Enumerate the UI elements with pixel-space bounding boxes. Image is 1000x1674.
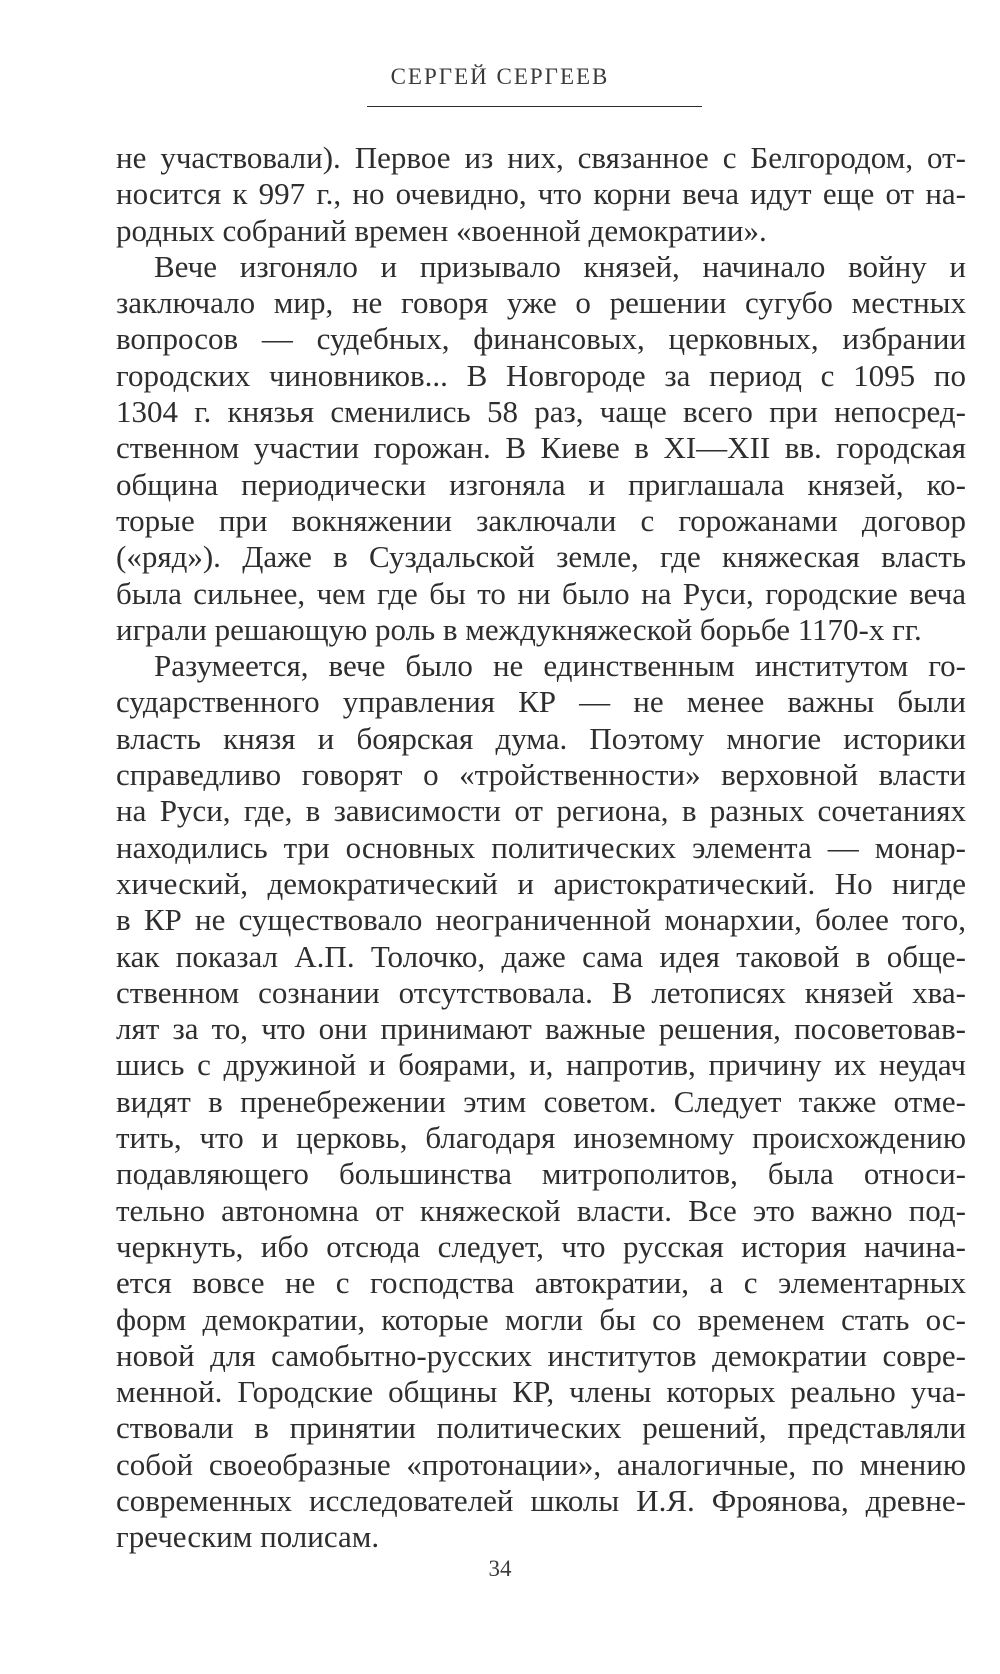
text-line: власть князя и боярская дума. Поэтому многие историки — [116, 720, 966, 756]
text-line: на Руси, где, в зависимости от региона, в разных сочетаниях — [116, 793, 966, 829]
text-line: заключало мир, не говоря уже о решении сугубо местных — [116, 285, 966, 321]
text-line: не участвовали). Первое из них, связанное с Белгородом, от- — [116, 140, 966, 175]
text-line: подавляющего большинства митрополитов, была относи- — [116, 1156, 966, 1192]
text-line: как показал А.П. Толочко, даже сама идея таковой в обще- — [116, 938, 966, 974]
text-line: форм демократии, которые могли бы со временем стать ос- — [116, 1301, 966, 1337]
text-line: торые при вокняжении заключали с горожанами договор — [116, 502, 966, 538]
text-line: лят за то, что они принимают важные решения, посоветовав- — [116, 1011, 966, 1047]
text-line: хический, демократический и аристократический. Но нигде — [116, 865, 966, 901]
text-line: в КР не существовало неограниченной монархии, более того, — [116, 902, 966, 938]
text-line: тить, что и церковь, благодаря иноземному происхождению — [116, 1120, 966, 1156]
text-line: была сильнее, чем где бы то ни было на Руси, городские веча — [116, 575, 966, 611]
text-line: играли решающую роль в междукняжеской борьбе 1170-х гг. — [116, 611, 922, 647]
text-line: сударственного управления КР — не менее важны были — [116, 684, 966, 720]
text-line: ственном сознании отсутствовала. В летописях князей хва- — [116, 974, 966, 1010]
page-number: 34 — [488, 1556, 512, 1581]
text-line: справедливо говорят о «тройственности» верховной власти — [116, 757, 966, 793]
running-head: СЕРГЕЙ СЕРГЕЕВ — [390, 64, 610, 89]
text-line: ственном участии горожан. В Киеве в XI—XII вв. городская — [116, 430, 966, 466]
paragraph-first-line: Вече изгоняло и призывало князей, начинало войну и — [154, 248, 966, 284]
text-line: шись с дружиной и боярами, и, напротив, причину их неудач — [116, 1047, 966, 1083]
text-line: менной. Городские общины КР, члены которых реально уча- — [116, 1374, 966, 1410]
text-line: ствовали в принятии политических решений, представляли — [116, 1410, 966, 1446]
text-line: община периодически изгоняла и приглашала князей, ко- — [116, 466, 966, 502]
text-line: 1304 г. князья сменились 58 раз, чаще всего при непосред- — [116, 394, 966, 430]
text-line: собой своеобразные «протонации», аналогичные, по мнению — [116, 1446, 966, 1482]
text-line: видят в пренебрежении этим советом. Следует также отме- — [116, 1083, 966, 1119]
text-line: носится к 997 г., но очевидно, что корни веча идут еще от на- — [116, 176, 966, 212]
text-line: («ряд»). Даже в Суздальской земле, где княжеская власть — [116, 539, 966, 575]
text-line: ется вовсе не с господства автократии, а с элементарных — [116, 1265, 966, 1301]
text-line: греческим полисам. — [116, 1519, 380, 1555]
text-line: находились три основных политических элемента — монар- — [116, 829, 966, 865]
text-line: тельно автономна от княжеской власти. Все это важно под- — [116, 1192, 966, 1228]
text-line: черкнуть, ибо отсюда следует, что русская история начина- — [116, 1228, 966, 1264]
header-rule — [367, 106, 702, 107]
paragraph-first-line: Разумеется, вече было не единственным институтом го- — [154, 648, 966, 684]
text-line: новой для самобытно-русских институтов демократии совре- — [116, 1337, 966, 1373]
text-line: современных исследователей школы И.Я. Фроянова, древне- — [116, 1482, 966, 1518]
text-line: городских чиновников... В Новгороде за период с 1095 по — [116, 357, 966, 393]
body-text — [116, 140, 966, 1556]
text-line: родных собраний времен «военной демократии». — [116, 212, 767, 248]
text-line: вопросов — судебных, финансовых, церковных, избрании — [116, 321, 966, 357]
